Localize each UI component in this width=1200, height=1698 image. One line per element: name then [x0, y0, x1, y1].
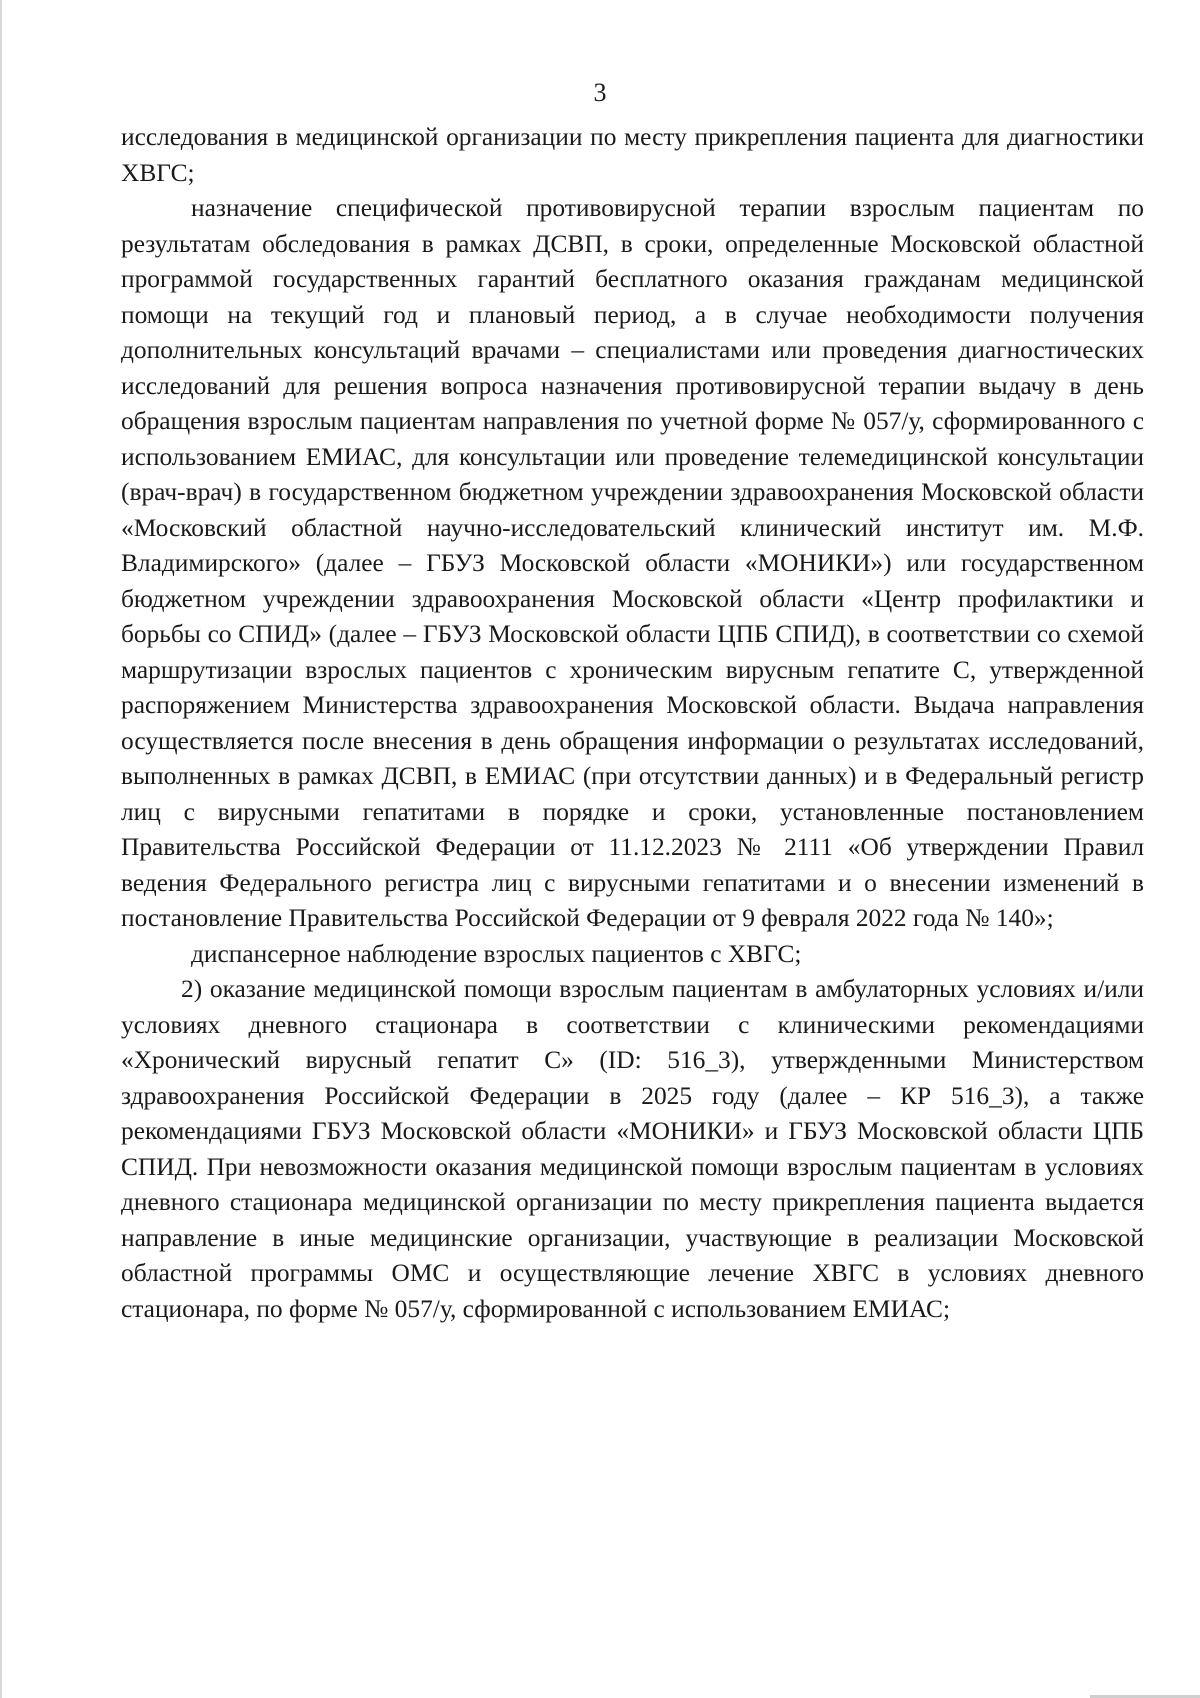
- paragraph-antiviral-therapy: назначение специфической противовирусной терапии взрослым пациентам по результатам обследования в рамках ДСВП, в сроки, определенные Московской областной программой государственных гарантий бесплатного оказания гражданам медицинской помощи на текущий год и плановый период, а в случае необходимости получения дополнительных консультаций врачами – специалистами или проведения диагностических исследований для решения вопроса назначения противовирусной терапии выдачу в день обращения взрослым пациентам направления по учетной форме № 057/у, сформированного с использованием ЕМИАС, для консультации или проведение телемедицинской консультации (врач-врач) в государственном бюджетном учреждении здравоохранения Московской области «Московский областной научно-исследовательский клинический институт им. М.Ф. Владимирского» (далее – ГБУЗ Московской области «МОНИКИ») или государственном бюджетном учреждении здравоохранения Московской области «Центр профилактики и борьбы со СПИД» (далее – ГБУЗ Московской области ЦПБ СПИД), в соответствии со схемой маршрутизации взрослых пациентов с хроническим вирусным гепатите С, утвержденной распоряжением Министерства здравоохранения Московской области. Выдача направления осуществляется после внесения в день обращения информации о результатах исследований, выполненных в рамках ДСВП, в ЕМИАС (при отсутствии данных) и в Федеральный регистр лиц с вирусными гепатитами в порядке и сроки, установленные постановлением Правительства Российской Федерации от 11.12.2023 № 2111 «Об утверждении Правил ведения Федерального регистра лиц с вирусными гепатитами и о внесении изменений в постановление Правительства Российской Федерации от 9 февраля 2022 года № 140»;: [121, 194, 1144, 932]
- paragraph-research-continuation: исследования в медицинской организации по месту прикрепления пациента для диагностики ХВГС;: [121, 123, 1144, 187]
- paragraph-item-2-medical-care: 2) оказание медицинской помощи взрослым пациентам в амбулаторных условиях и/или условиях дневного стационара в соответствии с клиническими рекомендациями «Хронический вирусный гепатит С» (ID: 516_3), утвержденными Министерством здравоохранения Российской Федерации в 2025 году (далее – КР 516_3), а также рекомендациями ГБУЗ Московской области «МОНИКИ» и ГБУЗ Московской области ЦПБ СПИД. При невозможности оказания медицинской помощи взрослым пациентам в условиях дневного стационара медицинской организации по месту прикрепления пациента выдается направление в иные медицинские организации, участвующие в реализации Московской областной программы ОМС и осуществляющие лечение ХВГС в условиях дневного стационара, по форме № 057/у, сформированной с использованием ЕМИАС;: [121, 975, 1144, 1323]
- document-body: [121, 120, 1144, 1327]
- scan-edge-left: [0, 0, 2, 1698]
- paragraph-dispensary-observation: диспансерное наблюдение взрослых пациентов с ХВГС;: [191, 939, 802, 968]
- page-number: 3: [593, 78, 607, 107]
